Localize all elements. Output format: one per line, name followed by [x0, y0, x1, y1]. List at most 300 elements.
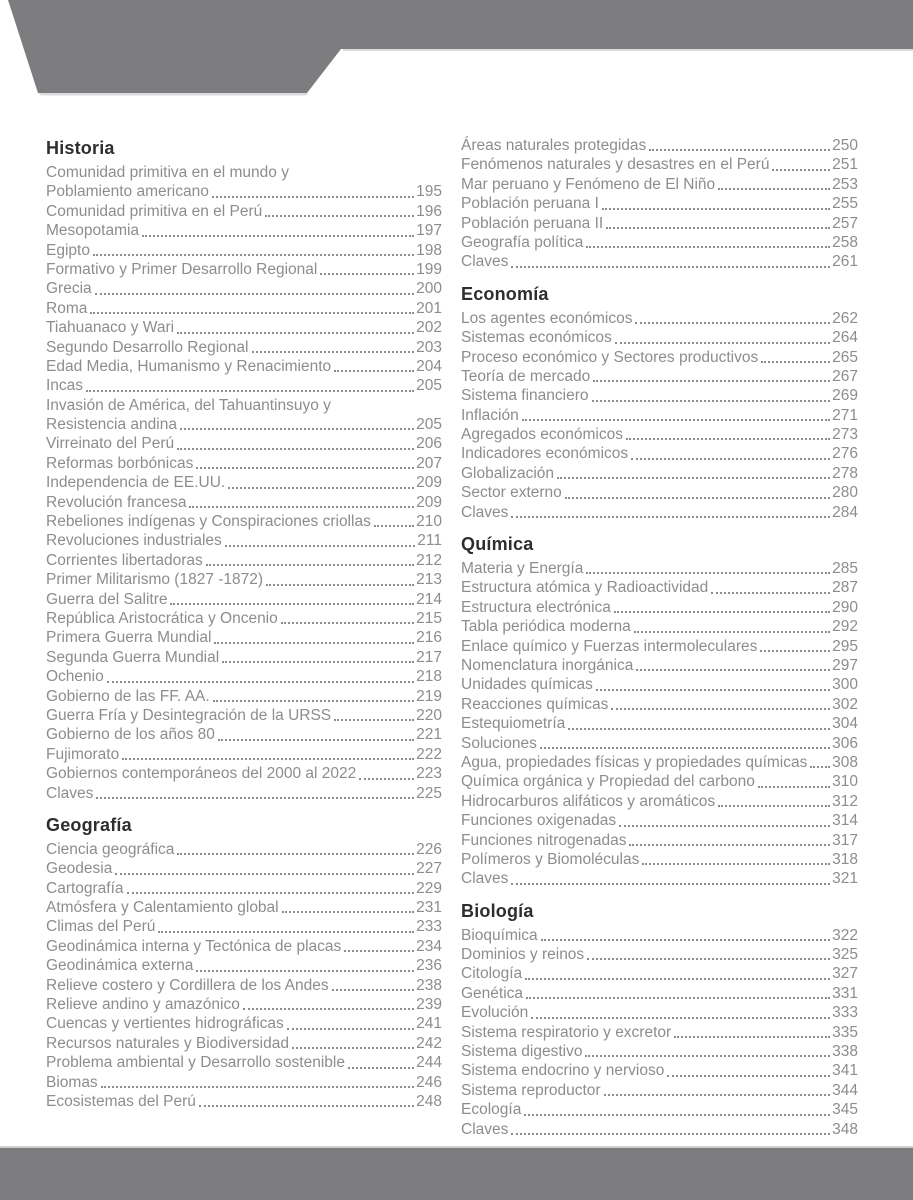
toc-entry-title: Guerra del Salitre: [46, 590, 168, 608]
toc-entry: [46, 260, 442, 279]
section-heading: Geografía: [46, 814, 132, 835]
toc-entry: [461, 1100, 858, 1119]
toc-entry: [461, 792, 858, 811]
toc-entry-title: Gobierno de las FF. AA.: [46, 687, 210, 705]
dot-leader: [93, 254, 414, 256]
toc-entry-page: 333: [832, 1004, 858, 1022]
toc-entry-page: 217: [416, 648, 442, 666]
toc-entry: [46, 279, 442, 298]
dot-leader: [642, 863, 830, 865]
toc-entry-page: 308: [832, 753, 858, 771]
toc-entry: [461, 1023, 858, 1042]
toc-entry-page: 321: [832, 870, 858, 888]
toc-entry-page: 234: [416, 937, 442, 955]
dot-leader: [177, 853, 414, 855]
dot-leader: [95, 293, 414, 295]
dot-leader: [541, 939, 830, 941]
toc-entry-title: Relieve andino y amazónico: [46, 996, 240, 1014]
toc-entry-page: 198: [416, 241, 442, 259]
toc-entry-title: Guerra Fría y Desintegración de la URSS: [46, 706, 332, 724]
dot-leader: [228, 487, 414, 489]
toc-entry: [461, 926, 858, 945]
dot-leader: [101, 1086, 414, 1088]
dot-leader: [142, 235, 414, 237]
toc-entry-title: Polímeros y Biomoléculas: [461, 850, 640, 868]
toc-section: [461, 282, 858, 522]
dot-leader: [592, 400, 831, 402]
toc-entry-title: Ecosistemas del Perú: [46, 1092, 196, 1110]
toc-entry: [46, 357, 442, 376]
toc-entry-page: 338: [832, 1043, 858, 1061]
toc-entry-title: Rebeliones indígenas y Conspiraciones criollas: [46, 513, 371, 531]
toc-entry-title: Sistema digestivo: [461, 1043, 583, 1061]
toc-entry-page: 231: [416, 899, 442, 917]
dot-leader: [213, 700, 414, 702]
toc-entry: [46, 318, 442, 337]
toc-entry-title: Gobierno de los años 80: [46, 726, 215, 744]
dot-leader: [86, 390, 414, 392]
toc-entry-title: Estequiometría: [461, 715, 566, 733]
dot-leader: [287, 1028, 414, 1030]
toc-entry: [46, 648, 442, 667]
toc-entry: [46, 764, 442, 783]
toc-entry-title: Corrientes libertadoras: [46, 551, 203, 569]
top-banner-shadow-right: [343, 49, 913, 51]
toc-entry-page: 262: [832, 309, 858, 327]
toc-entry: [461, 578, 858, 597]
toc-entry: [461, 175, 858, 194]
toc-entry-page: 265: [832, 348, 858, 366]
toc-entry-title: Agregados económicos: [461, 426, 623, 444]
toc-entry-page: 195: [416, 183, 442, 201]
toc-entry-title: Evolución: [461, 1004, 529, 1022]
toc-entry-page: 221: [416, 726, 442, 744]
dot-leader: [531, 1017, 830, 1019]
toc-entry: [46, 609, 442, 628]
toc-entry-title: Áreas naturales protegidas: [461, 137, 647, 154]
toc-entry-title: Sistema reproductor: [461, 1081, 601, 1099]
toc-entry: [461, 483, 858, 502]
dot-leader: [348, 1067, 414, 1069]
toc-entry-page: 246: [416, 1073, 442, 1091]
toc-section: [461, 136, 858, 272]
toc-entry: [461, 214, 858, 233]
dot-leader: [718, 188, 830, 190]
toc-entry-page: 331: [832, 984, 858, 1002]
toc-entry-title: Ecología: [461, 1101, 522, 1119]
dot-leader: [587, 958, 830, 960]
toc-entry-page: 223: [416, 765, 442, 783]
toc-entry-title: Revoluciones industriales: [46, 532, 222, 550]
dot-leader: [604, 1094, 831, 1096]
toc-entry: [46, 241, 442, 260]
dot-leader: [344, 950, 414, 952]
dot-leader: [189, 506, 414, 508]
toc-entry: [46, 879, 442, 898]
dot-leader: [282, 911, 415, 913]
toc-entry: [46, 338, 442, 357]
toc-entry-title: Globalización: [461, 464, 555, 482]
dot-leader: [177, 332, 414, 334]
toc-entry: [461, 503, 858, 522]
toc-entry-page: 267: [832, 367, 858, 385]
toc-entry-title: Geodinámica externa: [46, 957, 194, 975]
toc-entry-title: Enlace químico y Fuerzas intermoleculares: [461, 637, 758, 655]
toc-entry-title: Los agentes económicos: [461, 309, 633, 327]
toc-entry: [46, 531, 442, 550]
toc-entry-page: 295: [832, 637, 858, 655]
dot-leader: [115, 873, 414, 875]
toc-entry: [461, 772, 858, 791]
toc-section: [46, 813, 442, 1111]
toc-entry: [46, 628, 442, 647]
dot-leader: [586, 246, 830, 248]
toc-entry: [46, 570, 442, 589]
toc-entry-page: 257: [832, 214, 858, 232]
dot-leader: [568, 728, 830, 730]
toc-entry-page: 239: [416, 996, 442, 1014]
toc-column-right: [461, 136, 858, 1139]
toc-entry-page: 207: [416, 454, 442, 472]
toc-entry: [46, 376, 442, 395]
toc-entry-page: 261: [832, 253, 858, 271]
dot-leader: [810, 766, 830, 768]
toc-entry-page: 322: [832, 926, 858, 944]
bottom-bar-highlight: [0, 1146, 913, 1148]
toc-entry-page: 287: [832, 579, 858, 597]
dot-leader: [225, 545, 416, 547]
toc-entry: [46, 434, 442, 453]
dot-leader: [585, 1055, 830, 1057]
toc-entry-title: Incas: [46, 377, 84, 395]
toc-entry-title: Fenómenos naturales y desastres en el Perú: [461, 156, 770, 174]
toc-entry-title: Segundo Desarrollo Regional: [46, 338, 249, 356]
toc-entry-title: Nomenclatura inorgánica: [461, 656, 634, 674]
toc-entry: [46, 898, 442, 917]
toc-entry-title: Recursos naturales y Biodiversidad: [46, 1034, 289, 1052]
toc-entry-title: Cuencas y vertientes hidrográficas: [46, 1015, 284, 1033]
dot-leader: [199, 1105, 414, 1107]
dot-leader: [292, 1047, 414, 1049]
toc-entry-page: 310: [832, 773, 858, 791]
toc-entry: [461, 252, 858, 271]
toc-entry: [461, 850, 858, 869]
toc-entry-page: 244: [416, 1054, 442, 1072]
dot-leader: [667, 1075, 830, 1077]
dot-leader: [265, 215, 414, 217]
toc-entry-page: 226: [416, 840, 442, 858]
toc-entry: [46, 493, 442, 512]
toc-entry-title: Bioquímica: [461, 926, 538, 944]
toc-entry: [46, 473, 442, 492]
dot-leader: [374, 525, 414, 527]
toc-entry-page: 200: [416, 280, 442, 298]
toc-entry: [461, 964, 858, 983]
dot-leader: [760, 650, 830, 652]
toc-entry-page: 314: [832, 812, 858, 830]
toc-entry-page: 284: [832, 503, 858, 521]
toc-entry-title: Geografía política: [461, 233, 584, 251]
toc-entry-page: 210: [416, 513, 442, 531]
toc-entry-page: 201: [416, 299, 442, 317]
toc-entry: [46, 976, 442, 995]
toc-entry-title: Formativo y Primer Desarrollo Regional: [46, 260, 318, 278]
toc-entry: [461, 386, 858, 405]
toc-entry-title: Proceso económico y Sectores productivos: [461, 348, 759, 366]
toc-entry-title: Genética: [461, 984, 524, 1002]
toc-entry-title: Claves: [46, 784, 94, 802]
toc-entry-page: 348: [832, 1120, 858, 1138]
top-banner-shape: [8, 0, 913, 93]
dot-leader: [511, 1133, 830, 1135]
toc-entry-title: Sistema financiero: [461, 387, 589, 405]
toc-entry: [46, 859, 442, 878]
toc-entry-title: Funciones oxigenadas: [461, 812, 617, 830]
toc-entry-title: Soluciones: [461, 734, 537, 752]
toc-entry-page: 241: [416, 1015, 442, 1033]
toc-entry: [461, 598, 858, 617]
dot-leader: [634, 631, 830, 633]
toc-entry-title: Problema ambiental y Desarrollo sostenible: [46, 1054, 345, 1072]
toc-entry: [461, 984, 858, 1003]
toc-entry: [461, 945, 858, 964]
toc-entry-page: 205: [416, 416, 442, 434]
dot-leader: [615, 342, 830, 344]
toc-entry-title: Ochenio: [46, 668, 104, 686]
toc-entry: [46, 551, 442, 570]
toc-entry: [461, 155, 858, 174]
toc-entry-page: 264: [832, 329, 858, 347]
toc-entry-page: 300: [832, 676, 858, 694]
toc-entry: [461, 425, 858, 444]
toc-entry-title: Comunidad primitiva en el Perú: [46, 202, 263, 220]
toc-entry-page: 212: [416, 551, 442, 569]
toc-entry-page: 196: [416, 202, 442, 220]
toc-entry-title: Sector externo: [461, 484, 562, 502]
dot-leader: [540, 747, 830, 749]
toc-entry: [461, 406, 858, 425]
toc-entry-title: Poblamiento americano: [46, 183, 209, 201]
toc-entry: [46, 299, 442, 318]
toc-entry: [46, 725, 442, 744]
toc-entry-title: Población peruana I: [461, 195, 599, 213]
toc-entry-page: 215: [416, 609, 442, 627]
toc-entry: [46, 1034, 442, 1053]
toc-column-left: [46, 136, 442, 1111]
dot-leader: [332, 989, 415, 991]
dot-leader: [96, 797, 414, 799]
toc-entry-page: 312: [832, 792, 858, 810]
dot-leader: [359, 778, 414, 780]
dot-leader: [606, 227, 830, 229]
dot-leader: [511, 883, 830, 885]
toc-entry-title: Tabla periódica moderna: [461, 618, 631, 636]
dot-leader: [127, 892, 415, 894]
dot-leader: [593, 380, 830, 382]
toc-entry-page: 258: [832, 233, 858, 251]
toc-entry-page: 225: [416, 784, 442, 802]
toc-entry: [46, 454, 442, 473]
toc-entry: [461, 444, 858, 463]
toc-entry-title: Gobiernos contemporáneos del 2000 al 2022: [46, 765, 357, 783]
toc-entry-title: Reformas borbónicas: [46, 454, 194, 472]
dot-leader: [758, 786, 830, 788]
toc-entry-page: 219: [416, 687, 442, 705]
toc-entry-title: Estructura atómica y Radioactividad: [461, 579, 709, 597]
dot-leader: [334, 370, 414, 372]
toc-entry-page: 292: [832, 618, 858, 636]
section-heading: Economía: [461, 283, 549, 304]
toc-entry-title: Claves: [461, 1120, 509, 1138]
toc-entry: [461, 714, 858, 733]
dot-leader: [170, 603, 414, 605]
dot-leader: [524, 1114, 830, 1116]
dot-leader: [334, 719, 414, 721]
toc-entry: [46, 706, 442, 725]
section-heading: Química: [461, 534, 534, 555]
dot-leader: [243, 1008, 414, 1010]
toc-entry: [46, 415, 442, 434]
toc-entry-page: 327: [832, 965, 858, 983]
bottom-bar: [0, 1146, 913, 1200]
toc-entry-page: 242: [416, 1034, 442, 1052]
toc-entry-page: 345: [832, 1101, 858, 1119]
toc-entry-page: 209: [416, 474, 442, 492]
dot-leader: [522, 419, 830, 421]
toc-entry: [461, 464, 858, 483]
toc-entry: [461, 367, 858, 386]
toc-section: [461, 899, 858, 1139]
dot-leader: [611, 708, 830, 710]
toc-entry-page: 251: [832, 156, 858, 174]
toc-entry-page: 199: [416, 260, 442, 278]
toc-entry-title: Atmósfera y Calentamiento global: [46, 899, 279, 917]
dot-leader: [196, 970, 414, 972]
toc-entry-title: Indicadores económicos: [461, 445, 629, 463]
dot-leader: [511, 516, 830, 518]
toc-entry: [46, 840, 442, 859]
toc-entry-page: 214: [416, 590, 442, 608]
toc-entry-title: Claves: [461, 253, 509, 271]
toc-entry: [461, 1061, 858, 1080]
toc-entry-page: 304: [832, 715, 858, 733]
toc-entry-page: 271: [832, 406, 858, 424]
toc-entry-page: 255: [832, 195, 858, 213]
toc-entry: [461, 1042, 858, 1061]
dot-leader: [649, 149, 830, 151]
toc-entry-title: Fujimorato: [46, 745, 120, 763]
toc-entry-title: Geodesia: [46, 860, 113, 878]
toc-entry-page: 317: [832, 831, 858, 849]
toc-entry-title: Teoría de mercado: [461, 367, 591, 385]
toc-section: [46, 136, 442, 803]
toc-entry-page: 285: [832, 560, 858, 578]
dot-leader: [180, 428, 414, 430]
dot-leader: [206, 564, 414, 566]
toc-entry: [46, 745, 442, 764]
toc-entry-page: 233: [416, 918, 442, 936]
dot-leader: [557, 477, 830, 479]
toc-entry-page: 236: [416, 957, 442, 975]
toc-entry-page: 222: [416, 745, 442, 763]
toc-entry-title: Resistencia andina: [46, 416, 177, 434]
toc-entry-title: Estructura electrónica: [461, 598, 611, 616]
toc-entry-title: Segunda Guerra Mundial: [46, 648, 220, 666]
toc-entry: [461, 617, 858, 636]
dot-leader: [107, 681, 414, 683]
dot-leader: [281, 622, 414, 624]
toc-entry-page: 290: [832, 598, 858, 616]
toc-entry: [46, 956, 442, 975]
toc-entry: [46, 995, 442, 1014]
toc-entry: [461, 309, 858, 328]
toc-entry-title: Egipto: [46, 241, 90, 259]
toc-entry-page: 213: [416, 571, 442, 589]
toc-entry: [46, 512, 442, 531]
dot-leader: [266, 584, 414, 586]
toc-entry-title: Tiahuanaco y Wari: [46, 319, 175, 337]
toc-entry-page: 273: [832, 426, 858, 444]
toc-entry-page: 206: [416, 435, 442, 453]
toc-entry: [461, 136, 858, 155]
dot-leader: [629, 844, 830, 846]
toc-entry: [46, 1014, 442, 1033]
toc-entry: [46, 687, 442, 706]
dot-leader: [526, 997, 830, 999]
toc-entry-page: 211: [417, 532, 442, 550]
toc-entry-page: 227: [416, 860, 442, 878]
dot-leader: [614, 611, 830, 613]
dot-leader: [212, 196, 414, 198]
dot-leader: [320, 273, 414, 275]
toc-entry: [461, 831, 858, 850]
toc-entry: [46, 182, 442, 201]
top-banner-shadow-left: [39, 93, 308, 96]
toc-entry-page: 248: [416, 1092, 442, 1110]
section-heading: Historia: [46, 138, 115, 158]
toc-entry-title: Población peruana II: [461, 214, 604, 232]
toc-entry-page: 335: [832, 1023, 858, 1041]
toc-entry: [46, 667, 442, 686]
dot-leader: [619, 825, 830, 827]
toc-entry: [461, 1003, 858, 1022]
dot-leader: [626, 438, 830, 440]
toc-entry-page: 205: [416, 377, 442, 395]
toc-entry: [46, 1092, 442, 1111]
bottom-bar-shape: [0, 1148, 913, 1200]
toc-entry-title: Claves: [461, 503, 509, 521]
toc-entry-title: Climas del Perú: [46, 918, 156, 936]
toc-entry-page: 204: [416, 357, 442, 375]
toc-entry-title: Reacciones químicas: [461, 695, 609, 713]
dot-leader: [761, 361, 830, 363]
toc-entry-page: 341: [832, 1062, 858, 1080]
toc-entry-page: 302: [832, 695, 858, 713]
toc-section: [461, 532, 858, 889]
dot-leader: [90, 312, 414, 314]
dot-leader: [252, 351, 415, 353]
toc-entry: [461, 348, 858, 367]
dot-leader: [214, 642, 414, 644]
section-heading: Biología: [461, 900, 534, 921]
toc-entry-wrap-line: Invasión de América, del Tahuantinsuyo y: [46, 396, 331, 414]
dot-leader: [718, 805, 830, 807]
toc-entry-title: Primera Guerra Mundial: [46, 629, 212, 647]
toc-entry: [461, 695, 858, 714]
toc-entry-page: 306: [832, 734, 858, 752]
dot-leader: [631, 458, 830, 460]
toc-entry-page: 280: [832, 484, 858, 502]
